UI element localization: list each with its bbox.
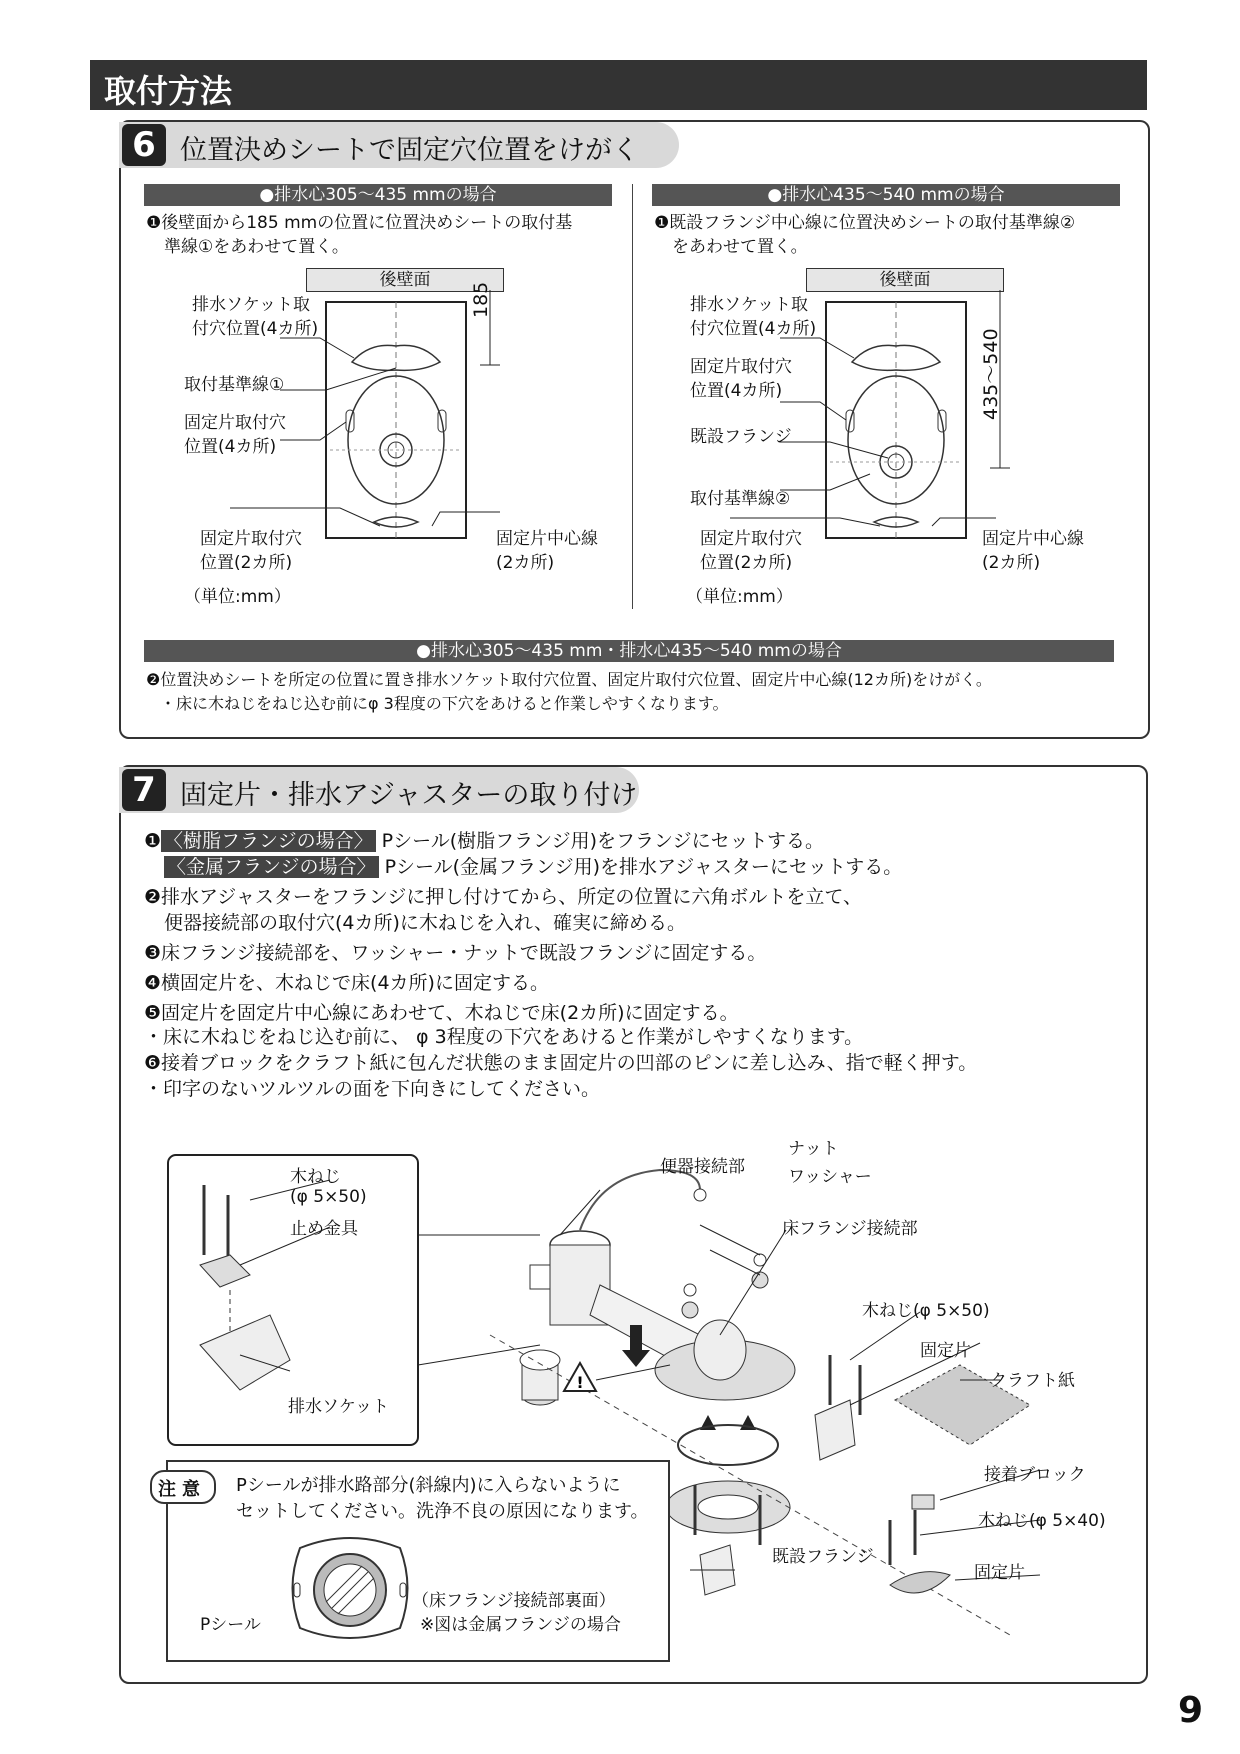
- caution-badge-char1: 注: [158, 1479, 176, 1500]
- step6-left-instr1: ❶後壁面から185 mmの位置に位置決めシートの取付基: [146, 213, 573, 233]
- step7-instr2b: 便器接続部の取付穴(4カ所)に木ねじを入れ、確実に締める。: [164, 912, 687, 934]
- caution-line1: Pシールが排水路部分(斜線内)に入らないように: [236, 1475, 621, 1496]
- step6-right-socket2: 付穴位置(4カ所): [690, 319, 817, 339]
- step7-title: 固定片・排水アジャスターの取り付け: [180, 780, 638, 811]
- step6-right-flange: 既設フランジ: [690, 427, 792, 447]
- label-kraft: クラフト紙: [990, 1371, 1075, 1391]
- step6-left-fix2a: 固定片取付穴: [200, 529, 302, 549]
- step7-instr1-tag: 〈樹脂フランジの場合〉: [161, 830, 376, 852]
- pseal-label: Pシール: [200, 1615, 261, 1635]
- step6-left-fix4b: 位置(4カ所): [184, 437, 277, 457]
- step6-right-socket1: 排水ソケット取: [690, 295, 808, 315]
- inset-bracket: 止め金具: [290, 1219, 358, 1239]
- step6-common-heading: ●排水心305～435 mm・排水心435～540 mmの場合: [144, 640, 1114, 662]
- inset-socket: 排水ソケット: [288, 1397, 389, 1417]
- step6-right-instr1: ❶既設フランジ中心線に位置決めシートの取付基準線②: [654, 213, 1076, 233]
- caution-badge-char2: 意: [182, 1479, 200, 1500]
- step6-right-center-a: 固定片中心線: [982, 529, 1084, 549]
- step7-instr1b: [164, 854, 902, 880]
- step7-instr1-text: Pシール(樹脂フランジ用)をフランジにセットする。: [375, 830, 825, 852]
- step6-left-dim: 185: [470, 281, 492, 318]
- step6-left-socket1: 排水ソケット取: [192, 295, 310, 315]
- step7-instr6-note: ・印字のないツルツルの面を下向きにしてください。: [144, 1078, 601, 1100]
- step7-instr1: [144, 828, 824, 854]
- caution-line2: セットしてください。洗浄不良の原因になります。: [236, 1501, 649, 1522]
- step6-title: 位置決めシートで固定穴位置をけがく: [180, 135, 639, 166]
- step6-left-fix2b: 位置(2カ所): [200, 553, 293, 573]
- label-bowl-connection: 便器接続部: [660, 1157, 745, 1177]
- step7-instr2a: ❷排水アジャスターをフランジに押し付けてから、所定の位置に六角ボルトを立て、: [144, 886, 863, 908]
- step7-instr5: ❺固定片を固定片中心線にあわせて、木ねじで床(2カ所)に固定する。: [144, 1002, 739, 1024]
- label-screw40: 木ねじ(φ 5×40): [978, 1511, 1106, 1531]
- step7-instr4: ❹横固定片を、木ねじで床(4カ所)に固定する。: [144, 972, 549, 994]
- label-floor-flange-conn: 床フランジ接続部: [782, 1219, 918, 1239]
- step6-common-line1: ❷位置決めシートを所定の位置に置き排水ソケット取付穴位置、固定片取付穴位置、固定片中心線(12カ所)をけがく。: [146, 670, 992, 689]
- label-fixing-piece-2: 固定片: [974, 1563, 1025, 1583]
- caution-badge: [150, 1470, 216, 1504]
- step6-right-base-line: 取付基準線②: [690, 489, 791, 509]
- caution-note1: （床フランジ接続部裏面）: [412, 1591, 616, 1611]
- label-washer: ワッシャー: [788, 1167, 872, 1187]
- step7-instr1-num: ❶: [144, 830, 162, 852]
- label-adhesive-block: 接着ブロック: [984, 1465, 1086, 1485]
- step6-right-heading: ●排水心435～540 mmの場合: [652, 184, 1120, 206]
- step6-left-socket2: 付穴位置(4カ所): [192, 319, 319, 339]
- svg-text:!: !: [576, 1373, 584, 1392]
- step6-right-fix2a: 固定片取付穴: [700, 529, 802, 549]
- step6-left-center-b: (2カ所): [496, 553, 555, 573]
- step6-badge: 6: [122, 124, 166, 166]
- pseal-diagram: [280, 1528, 420, 1653]
- step6-right-dim: 435～540: [980, 328, 1002, 420]
- step7-instr1b-tag: 〈金属フランジの場合〉: [164, 856, 379, 878]
- inset-screw-b: (φ 5×50): [290, 1187, 367, 1207]
- step7-instr1b-text: Pシール(金属フランジ用)を排水アジャスターにセットする。: [378, 856, 903, 878]
- step7-badge: 7: [122, 769, 166, 811]
- step6-right-fix2b: 位置(2カ所): [700, 553, 793, 573]
- step7-instr3: ❸床フランジ接続部を、ワッシャー・ナットで既設フランジに固定する。: [144, 942, 767, 964]
- step7-instr6: ❻接着ブロックをクラフト紙に包んだ状態のまま固定片の凹部のピンに差し込み、指で軽く押す。: [144, 1052, 978, 1074]
- header-bar: [90, 60, 1147, 110]
- step6-left-heading: ●排水心305～435 mmの場合: [144, 184, 612, 206]
- step6-right-center-b: (2カ所): [982, 553, 1041, 573]
- caution-note2: ※図は金属フランジの場合: [420, 1615, 621, 1635]
- label-screw50: 木ねじ(φ 5×50): [862, 1301, 990, 1321]
- label-nut: ナット: [788, 1139, 839, 1159]
- step6-column-divider: [632, 184, 633, 609]
- step6-left-center-a: 固定片中心線: [496, 529, 598, 549]
- inset-screw-a: 木ねじ: [290, 1167, 341, 1187]
- step6-right-instr2: をあわせて置く。: [672, 237, 808, 257]
- step7-instr5-note: ・床に木ねじをねじ込む前に、 φ 3程度の下穴をあけると作業がしやすくなります。: [144, 1026, 864, 1048]
- step6-left-instr2: 準線①をあわせて置く。: [164, 237, 349, 257]
- step6-right-wall: 後壁面: [806, 268, 1004, 292]
- label-fixing-piece: 固定片: [920, 1341, 971, 1361]
- step6-right-unit: （単位:mm）: [686, 587, 793, 607]
- step6-right-fix4b: 位置(4カ所): [690, 381, 783, 401]
- step6-left-wall: 後壁面: [306, 268, 504, 292]
- step6-right-fix4a: 固定片取付穴: [690, 357, 792, 377]
- label-existing-flange: 既設フランジ: [772, 1547, 874, 1567]
- step6-left-fix4a: 固定片取付穴: [184, 413, 286, 433]
- step6-left-base-line: 取付基準線①: [184, 375, 285, 395]
- page-title: 取付方法: [104, 72, 233, 110]
- page-number: 9: [1178, 1690, 1204, 1731]
- step6-left-unit: （単位:mm）: [184, 587, 291, 607]
- step6-common-line2: ・床に木ねじをねじ込む前にφ 3程度の下穴をあけると作業しやすくなります。: [160, 694, 729, 713]
